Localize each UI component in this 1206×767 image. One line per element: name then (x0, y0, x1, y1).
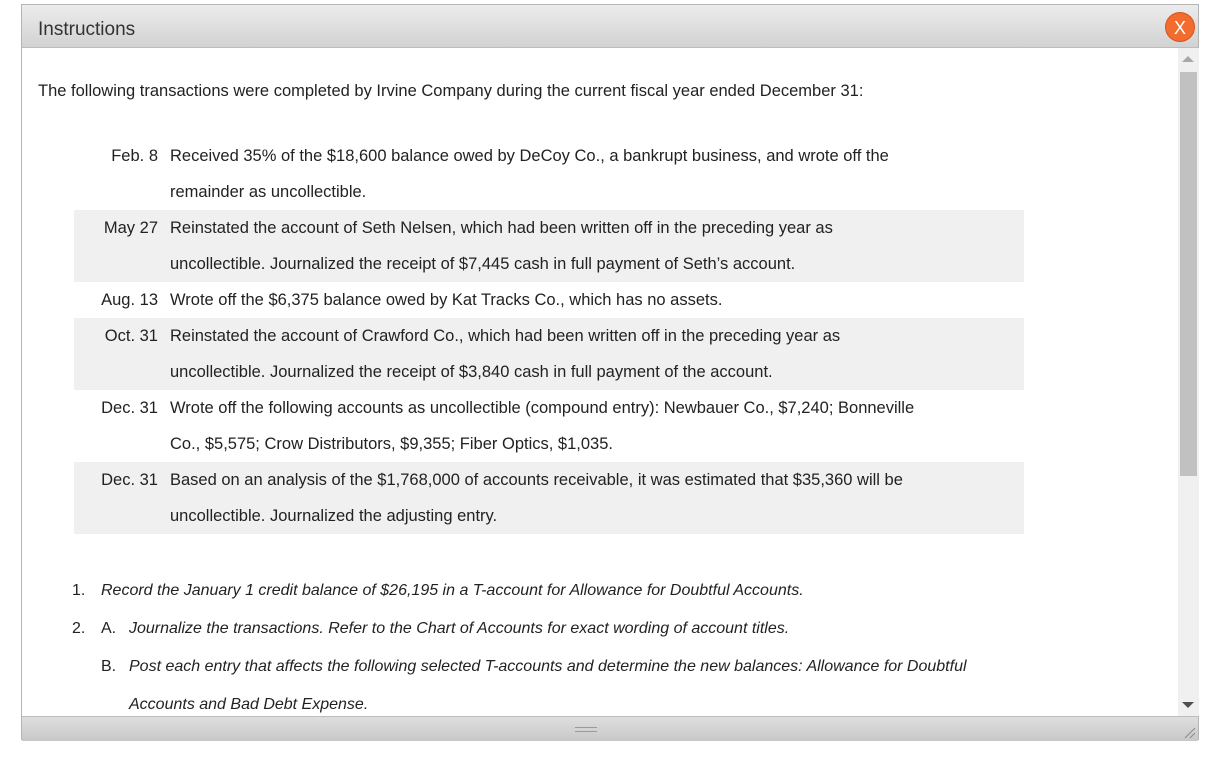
task-item (72, 610, 1152, 648)
task-text: Journalize the transactions. Refer to the Chart of Accounts for exact wording of account titles. (129, 620, 790, 637)
transaction-date: May 27 (103, 219, 158, 237)
close-icon: X (1173, 18, 1186, 38)
transaction-date: Dec. 31 (101, 399, 158, 417)
resize-grip-icon[interactable] (1182, 725, 1196, 739)
scrollbar-thumb[interactable] (1180, 72, 1197, 476)
transaction-description (170, 210, 940, 282)
transaction-row (74, 210, 1024, 282)
task-number: 2. (72, 620, 86, 637)
description-line: Wrote off the following accounts as uncollectible (compound entry): Newbauer Co., $7,240; Bonneville (170, 399, 915, 417)
task-subitem (72, 648, 1152, 716)
task-text (129, 648, 1152, 716)
transaction-row (74, 390, 1024, 462)
vertical-scrollbar[interactable] (1178, 48, 1199, 716)
transaction-row (74, 318, 1024, 390)
transaction-description (170, 390, 940, 462)
description-line: Based on an analysis of the $1,768,000 of accounts receivable, it was estimated that $35,360 will be (170, 471, 903, 489)
transaction-row (74, 282, 1024, 318)
transaction-description (170, 138, 940, 210)
close-button[interactable] (1165, 12, 1195, 42)
transaction-description (170, 282, 940, 318)
dialog-titlebar[interactable] (22, 5, 1198, 48)
description-line: remainder as uncollectible. (170, 183, 367, 201)
transaction-description (170, 318, 940, 390)
description-line: Reinstated the account of Crawford Co., which had been written off in the preceding year as (170, 327, 841, 345)
task-letter: B. (101, 658, 117, 675)
drag-handle[interactable] (575, 727, 597, 732)
intro-text: The following transactions were completed by Irvine Company during the current fiscal year ended December 31: (38, 82, 864, 100)
description-line: Co., $5,575; Crow Distributors, $9,355; Fiber Optics, $1,035. (170, 435, 613, 453)
task-item (72, 572, 1152, 610)
instructions-content (22, 48, 1178, 716)
task-text-line: Post each entry that affects the following selected T-accounts and determine the new balances: Allowance for Doubtful (129, 658, 967, 675)
dialog-bottom-bar (22, 716, 1198, 741)
description-line: uncollectible. Journalized the receipt of $7,445 cash in full payment of Seth’s account. (170, 255, 796, 273)
transaction-row (74, 138, 1024, 210)
chevron-up-icon[interactable] (1182, 56, 1194, 62)
transaction-date: Feb. 8 (111, 147, 158, 165)
task-number: 1. (72, 582, 86, 599)
transactions-list (74, 138, 1024, 534)
task-letter: A. (101, 620, 117, 637)
description-line: Reinstated the account of Seth Nelsen, which had been written off in the preceding year as (170, 219, 833, 237)
chevron-down-icon[interactable] (1182, 702, 1194, 708)
transaction-date: Aug. 13 (101, 291, 158, 309)
transaction-date: Dec. 31 (101, 471, 158, 489)
task-text: Record the January 1 credit balance of $26,195 in a T-account for Allowance for Doubtful Accounts. (101, 582, 804, 599)
instructions-dialog (21, 4, 1199, 740)
transaction-description (170, 462, 940, 534)
description-line: Received 35% of the $18,600 balance owed by DeCoy Co., a bankrupt business, and wrote off the (170, 147, 889, 165)
description-line: uncollectible. Journalized the adjusting entry. (170, 507, 498, 525)
task-list (72, 572, 1152, 716)
task-text-line: Accounts and Bad Debt Expense. (129, 696, 369, 713)
dialog-title: Instructions (38, 19, 136, 40)
transaction-date: Oct. 31 (104, 327, 158, 345)
description-line: uncollectible. Journalized the receipt of $3,840 cash in full payment of the account. (170, 363, 773, 381)
transaction-row (74, 462, 1024, 534)
description-line: Wrote off the $6,375 balance owed by Kat Tracks Co., which has no assets. (170, 291, 723, 309)
